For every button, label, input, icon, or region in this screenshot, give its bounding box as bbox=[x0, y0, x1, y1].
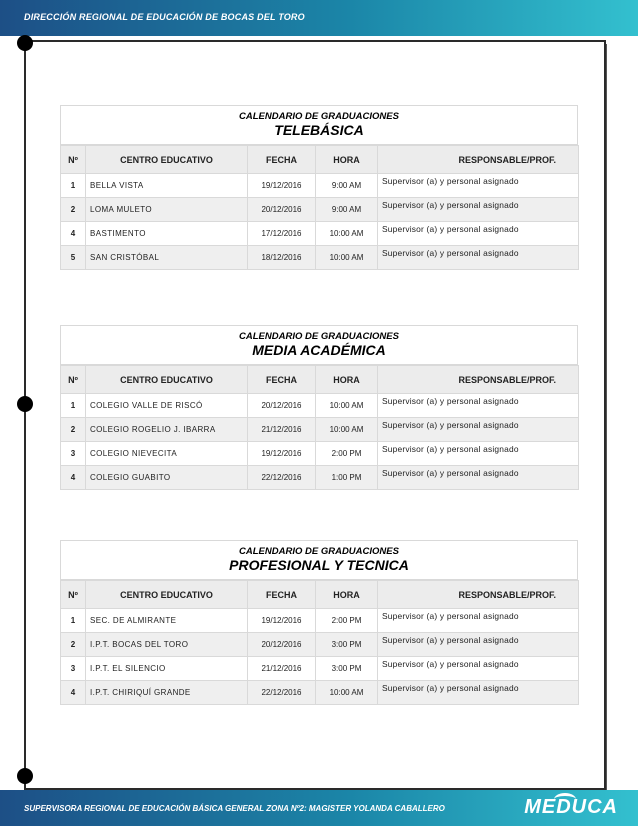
cell-date: 22/12/2016 bbox=[248, 466, 316, 490]
col-header-center: CENTRO EDUCATIVO bbox=[86, 146, 248, 174]
col-header-time: HORA bbox=[316, 366, 378, 394]
cell-responsible: Supervisor (a) y personal asignado bbox=[378, 442, 579, 466]
col-header-responsible: RESPONSABLE/PROF. bbox=[378, 146, 579, 174]
cell-center: I.P.T. EL SILENCIO bbox=[86, 657, 248, 681]
col-header-num: Nº bbox=[61, 581, 86, 609]
cell-responsible: Supervisor (a) y personal asignado bbox=[378, 681, 579, 705]
graduation-table bbox=[60, 365, 579, 490]
cell-responsible: Supervisor (a) y personal asignado bbox=[378, 657, 579, 681]
table-row bbox=[61, 198, 579, 222]
binder-hole-icon bbox=[17, 35, 33, 51]
cell-responsible: Supervisor (a) y personal asignado bbox=[378, 633, 579, 657]
cell-center: COLEGIO ROGELIO J. IBARRA bbox=[86, 418, 248, 442]
cell-num: 1 bbox=[61, 394, 86, 418]
cell-time: 10:00 AM bbox=[316, 681, 378, 705]
table-row bbox=[61, 466, 579, 490]
table-row bbox=[61, 246, 579, 270]
header-title: DIRECCIÓN REGIONAL DE EDUCACIÓN DE BOCAS DEL TORO bbox=[24, 12, 305, 22]
cell-date: 21/12/2016 bbox=[248, 418, 316, 442]
table-row bbox=[61, 609, 579, 633]
cell-time: 3:00 PM bbox=[316, 633, 378, 657]
cell-time: 10:00 AM bbox=[316, 222, 378, 246]
col-header-responsible: RESPONSABLE/PROF. bbox=[378, 581, 579, 609]
cell-num: 3 bbox=[61, 442, 86, 466]
table-row bbox=[61, 633, 579, 657]
cell-center: COLEGIO GUABITO bbox=[86, 466, 248, 490]
header-bar bbox=[0, 0, 638, 36]
cell-time: 2:00 PM bbox=[316, 609, 378, 633]
cell-date: 21/12/2016 bbox=[248, 657, 316, 681]
col-header-num: Nº bbox=[61, 366, 86, 394]
col-header-time: HORA bbox=[316, 581, 378, 609]
table-subtitle: CALENDARIO DE GRADUACIONES bbox=[239, 111, 399, 122]
table-row bbox=[61, 174, 579, 198]
cell-date: 19/12/2016 bbox=[248, 174, 316, 198]
schedule-table bbox=[60, 540, 578, 705]
table-row bbox=[61, 394, 579, 418]
cell-num: 4 bbox=[61, 681, 86, 705]
table-header-row bbox=[61, 366, 579, 394]
cell-date: 20/12/2016 bbox=[248, 394, 316, 418]
col-header-responsible: RESPONSABLE/PROF. bbox=[378, 366, 579, 394]
table-title-box bbox=[60, 540, 578, 580]
graduation-table bbox=[60, 580, 579, 705]
col-header-num: Nº bbox=[61, 146, 86, 174]
table-row bbox=[61, 222, 579, 246]
schedule-table bbox=[60, 105, 578, 270]
cell-num: 5 bbox=[61, 246, 86, 270]
col-header-date: FECHA bbox=[248, 366, 316, 394]
cell-num: 2 bbox=[61, 633, 86, 657]
cell-center: I.P.T. BOCAS DEL TORO bbox=[86, 633, 248, 657]
cell-center: BASTIMENTO bbox=[86, 222, 248, 246]
meduca-logo: MEDUCA bbox=[524, 796, 618, 818]
cell-responsible: Supervisor (a) y personal asignado bbox=[378, 466, 579, 490]
cell-num: 2 bbox=[61, 198, 86, 222]
table-header-row bbox=[61, 581, 579, 609]
table-title: PROFESIONAL Y TECNICA bbox=[229, 557, 409, 573]
cell-center: SEC. DE ALMIRANTE bbox=[86, 609, 248, 633]
cell-center: COLEGIO VALLE DE RISCÓ bbox=[86, 394, 248, 418]
footer-text: SUPERVISORA REGIONAL DE EDUCACIÓN BÁSICA GENERAL ZONA Nº2: MAGISTER YOLANDA CABALLERO bbox=[24, 804, 445, 813]
footer-bar bbox=[0, 790, 638, 826]
table-title: MEDIA ACADÉMICA bbox=[252, 342, 386, 358]
cell-num: 4 bbox=[61, 466, 86, 490]
col-header-time: HORA bbox=[316, 146, 378, 174]
cell-center: I.P.T. CHIRIQUÍ GRANDE bbox=[86, 681, 248, 705]
cell-time: 2:00 PM bbox=[316, 442, 378, 466]
binder-hole-icon bbox=[17, 768, 33, 784]
cell-responsible: Supervisor (a) y personal asignado bbox=[378, 174, 579, 198]
cell-center: COLEGIO NIEVECITA bbox=[86, 442, 248, 466]
cell-responsible: Supervisor (a) y personal asignado bbox=[378, 198, 579, 222]
cell-time: 1:00 PM bbox=[316, 466, 378, 490]
table-header-row bbox=[61, 146, 579, 174]
cell-num: 1 bbox=[61, 174, 86, 198]
table-title: TELEBÁSICA bbox=[274, 122, 364, 138]
cell-num: 2 bbox=[61, 418, 86, 442]
cell-responsible: Supervisor (a) y personal asignado bbox=[378, 394, 579, 418]
cell-responsible: Supervisor (a) y personal asignado bbox=[378, 222, 579, 246]
cell-responsible: Supervisor (a) y personal asignado bbox=[378, 418, 579, 442]
cell-time: 9:00 AM bbox=[316, 198, 378, 222]
cell-date: 20/12/2016 bbox=[248, 198, 316, 222]
cell-center: LOMA MULETO bbox=[86, 198, 248, 222]
cell-date: 22/12/2016 bbox=[248, 681, 316, 705]
cell-responsible: Supervisor (a) y personal asignado bbox=[378, 246, 579, 270]
cell-date: 19/12/2016 bbox=[248, 609, 316, 633]
col-header-center: CENTRO EDUCATIVO bbox=[86, 366, 248, 394]
col-header-date: FECHA bbox=[248, 146, 316, 174]
table-title-box bbox=[60, 325, 578, 365]
table-row bbox=[61, 442, 579, 466]
cell-num: 1 bbox=[61, 609, 86, 633]
col-header-date: FECHA bbox=[248, 581, 316, 609]
graduation-table bbox=[60, 145, 579, 270]
col-header-center: CENTRO EDUCATIVO bbox=[86, 581, 248, 609]
binder-hole-icon bbox=[17, 396, 33, 412]
cell-date: 20/12/2016 bbox=[248, 633, 316, 657]
cell-time: 3:00 PM bbox=[316, 657, 378, 681]
cell-date: 19/12/2016 bbox=[248, 442, 316, 466]
cell-time: 10:00 AM bbox=[316, 418, 378, 442]
cell-center: BELLA VISTA bbox=[86, 174, 248, 198]
cell-num: 3 bbox=[61, 657, 86, 681]
cell-center: SAN CRISTÓBAL bbox=[86, 246, 248, 270]
cell-time: 9:00 AM bbox=[316, 174, 378, 198]
table-title-box bbox=[60, 105, 578, 145]
cell-date: 18/12/2016 bbox=[248, 246, 316, 270]
table-row bbox=[61, 418, 579, 442]
table-row bbox=[61, 681, 579, 705]
cell-time: 10:00 AM bbox=[316, 246, 378, 270]
cell-num: 4 bbox=[61, 222, 86, 246]
table-subtitle: CALENDARIO DE GRADUACIONES bbox=[239, 546, 399, 557]
schedule-table bbox=[60, 325, 578, 490]
cell-date: 17/12/2016 bbox=[248, 222, 316, 246]
cell-responsible: Supervisor (a) y personal asignado bbox=[378, 609, 579, 633]
table-subtitle: CALENDARIO DE GRADUACIONES bbox=[239, 331, 399, 342]
table-row bbox=[61, 657, 579, 681]
cell-time: 10:00 AM bbox=[316, 394, 378, 418]
